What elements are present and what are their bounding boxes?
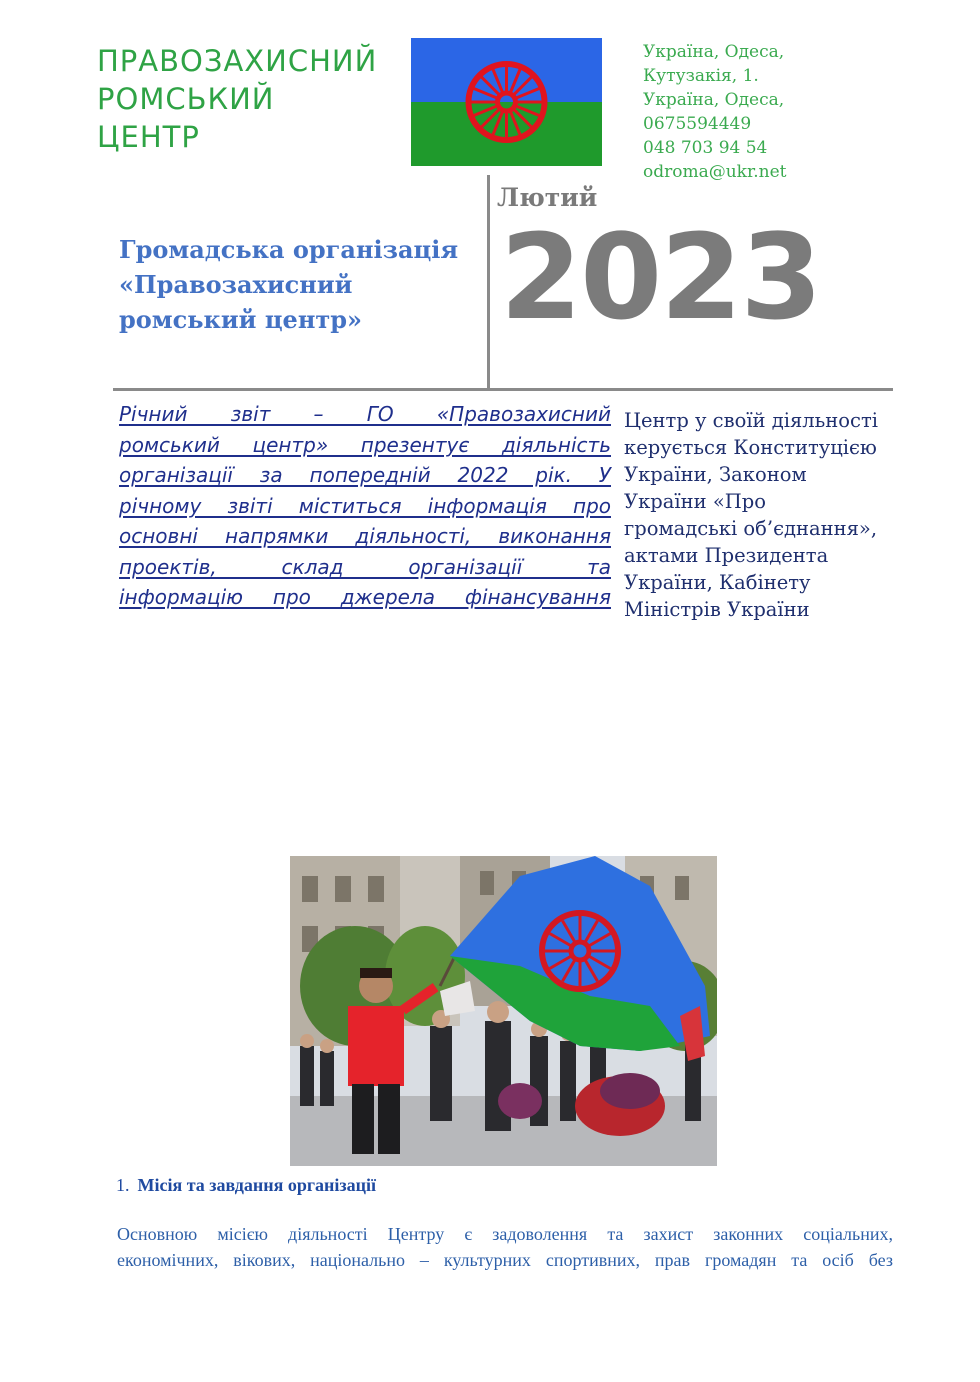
legal-basis-line: Центр у своїй діяльності (624, 409, 878, 432)
contact-line: Кутузакія, 1. (643, 66, 759, 86)
abstract-line: основні напрямки діяльності, виконання (119, 524, 611, 548)
org-name-line: РОМСЬКИЙ (97, 82, 275, 116)
contact-line: Україна, Одеса, (643, 42, 785, 62)
document-subtitle (119, 232, 479, 337)
mission-paragraph (117, 1221, 893, 1273)
parade-photo-image (290, 856, 717, 1166)
org-name-line: ЦЕНТР (97, 120, 200, 154)
abstract-line: річному звіті міститься інформація про (119, 493, 611, 518)
section-heading (116, 1175, 376, 1196)
body-line: економічних, вікових, національно – культурних спортивних, прав громадян та осіб без (117, 1250, 893, 1270)
legal-basis-line: громадські об’єднання», (624, 517, 878, 540)
legal-basis-line: України, Законом (624, 463, 807, 486)
contact-line: Україна, Одеса, (643, 90, 785, 110)
subtitle-line: «Правозахисний (119, 270, 353, 299)
vertical-divider (487, 175, 490, 389)
report-abstract (119, 399, 611, 613)
legal-basis-note (624, 407, 914, 623)
legal-basis-line: України, Кабінету (624, 571, 811, 594)
romani-flag-icon (411, 38, 602, 166)
horizontal-divider (113, 388, 893, 391)
section-title: Місія та завдання організації (137, 1175, 377, 1195)
subtitle-line: ромський центр» (119, 305, 363, 334)
subtitle-line: Громадська організація (119, 235, 459, 264)
contact-phone: 0675594449 (643, 114, 752, 134)
legal-basis-line: Міністрів України (624, 598, 810, 621)
contact-email[interactable]: odroma@ukr.net (643, 162, 787, 182)
legal-basis-line: актами Президента (624, 544, 829, 567)
abstract-line: інформацію про джерела фінансування (119, 585, 611, 609)
legal-basis-line: України «Про (624, 490, 766, 513)
contact-info (643, 40, 943, 184)
abstract-line: ромський центр» презентує діяльність (119, 432, 611, 457)
report-year: 2023 (500, 208, 821, 346)
org-name (97, 42, 397, 156)
org-name-line: ПРАВОЗАХИСНИЙ (97, 44, 378, 78)
contact-phone: 048 703 94 54 (643, 138, 768, 158)
abstract-line: організації за попередній 2022 рік. У (119, 463, 611, 487)
report-month: Лютий (497, 183, 598, 212)
abstract-line: проектів, склад організації та (119, 554, 611, 579)
section-number: 1. (116, 1175, 130, 1195)
abstract-line: Річний звіт – ГО «Правозахисний (119, 402, 611, 426)
body-line: Основною місією діяльності Центру є задоволення та захист законних соціальних, (117, 1224, 893, 1244)
legal-basis-line: керується Конституцією (624, 436, 877, 459)
